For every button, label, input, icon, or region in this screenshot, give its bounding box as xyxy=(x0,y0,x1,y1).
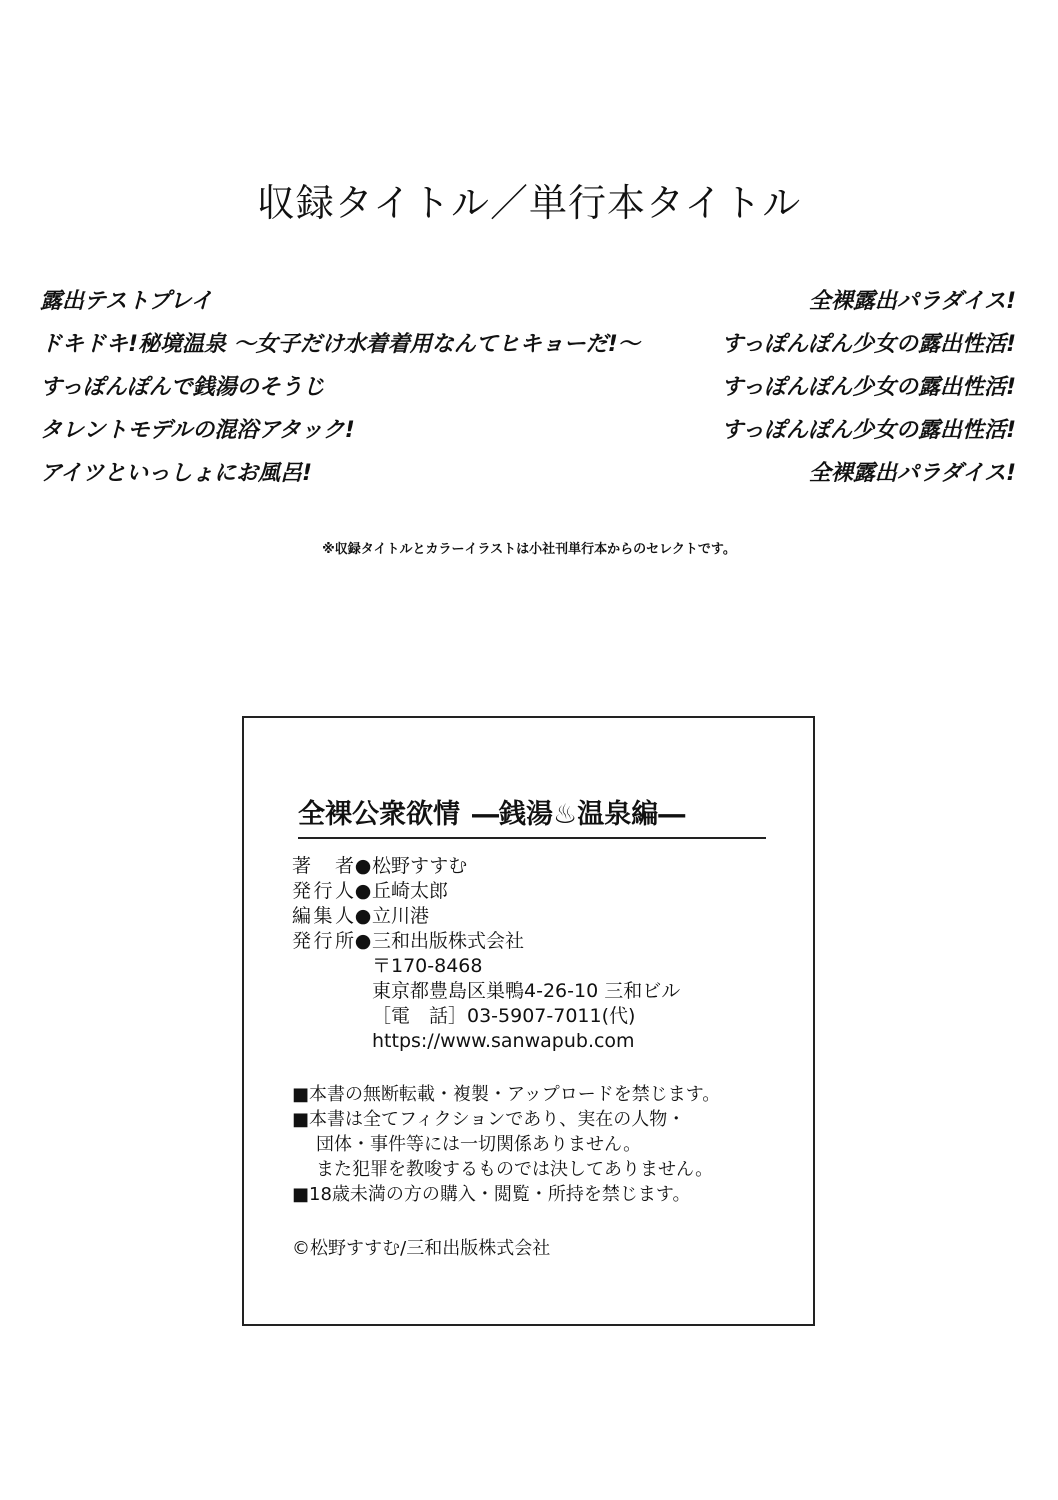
bullet-icon: ● xyxy=(354,855,372,877)
book-title xyxy=(298,792,766,839)
notice-line: ■18歳未満の方の購入・閲覧・所持を禁じます。 xyxy=(292,1184,691,1205)
credit-author xyxy=(292,854,680,879)
volume-title: 全裸露出パラダイス! xyxy=(808,289,1016,314)
credits xyxy=(292,854,680,1054)
volume-title: すっぽんぽん少女の露出性活! xyxy=(721,332,1016,357)
volume-title: すっぽんぽん少女の露出性活! xyxy=(721,418,1016,443)
credit-value: 立川港 xyxy=(372,905,430,927)
title-list xyxy=(40,282,1016,497)
notice-line: ■本書の無断転載・複製・アップロードを禁じます。 xyxy=(292,1084,721,1105)
volume-title: すっぽんぽん少女の露出性活! xyxy=(721,375,1016,400)
notices xyxy=(292,1082,720,1207)
credit-value: 三和出版株式会社 xyxy=(372,930,525,952)
credit-value: 丘崎太郎 xyxy=(372,880,449,902)
title-row xyxy=(40,411,1016,454)
selection-note: ※収録タイトルとカラーイラストは小社刊単行本からのセレクトです。 xyxy=(322,542,736,557)
website-link[interactable]: https://www.sanwapub.com xyxy=(372,1030,635,1052)
copyright: ©松野すすむ/三和出版株式会社 xyxy=(292,1238,551,1259)
credit-editor xyxy=(292,904,680,929)
notice-line: ■本書は全てフィクションであり、実在の人物・ xyxy=(292,1109,686,1130)
credit-key: 発行人 xyxy=(292,880,354,902)
title-row xyxy=(40,368,1016,411)
volume-title: 全裸露出パラダイス! xyxy=(808,461,1016,486)
credit-key: 発行所 xyxy=(292,930,354,952)
bullet-icon: ● xyxy=(354,880,372,902)
notice-line: また犯罪を教唆するものでは決してありません。 xyxy=(316,1159,714,1180)
bullet-icon: ● xyxy=(354,905,372,927)
book-title-main: 全裸公衆欲情 xyxy=(298,799,460,830)
story-title: 露出テストプレイ xyxy=(40,289,213,314)
page-heading: 収録タイトル／単行本タイトル xyxy=(256,181,802,225)
address: 東京都豊島区巣鴨4-26-10 三和ビル xyxy=(372,980,681,1002)
title-row xyxy=(40,325,1016,368)
bullet-icon: ● xyxy=(354,930,372,952)
book-subtitle: ―銭湯♨温泉編― xyxy=(472,799,686,830)
title-row xyxy=(40,282,1016,325)
credit-value: 松野すすむ xyxy=(372,855,468,877)
story-title: すっぽんぽんで銭湯のそうじ xyxy=(40,375,325,400)
phone: ［電 話］03-5907-7011(代) xyxy=(372,1005,636,1027)
credit-key: 編集人 xyxy=(292,905,354,927)
story-title: アイツといっしょにお風呂! xyxy=(40,461,313,486)
colophon-box xyxy=(242,716,815,1326)
title-row xyxy=(40,454,1016,497)
postal-code: 〒170-8468 xyxy=(372,955,483,977)
story-title: タレントモデルの混浴アタック! xyxy=(40,418,355,443)
credit-key: 著 者 xyxy=(292,855,354,877)
notice-line: 団体・事件等には一切関係ありません。 xyxy=(316,1134,642,1155)
credit-company xyxy=(292,929,680,954)
credit-publisher xyxy=(292,879,680,904)
story-title: ドキドキ!秘境温泉 〜女子だけ水着着用なんてヒキョーだ!〜 xyxy=(40,332,640,357)
